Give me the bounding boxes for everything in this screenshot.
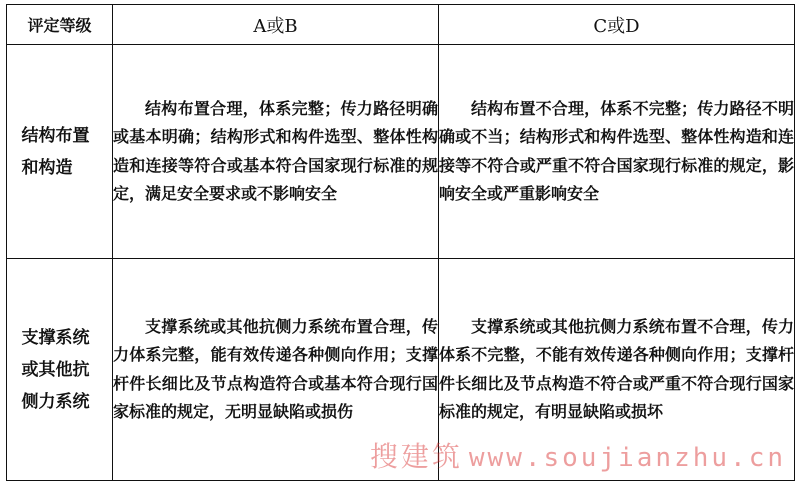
- table-row: [7, 45, 795, 259]
- row-label-cell: [7, 45, 113, 259]
- criteria-text-cd: 支撑系统或其他抗侧力系统布置不合理，传力体系不完整，不能有效传递各种侧向作用；支撑杆件长细比及节点构造不符合或严重不符合现行国家标准的规定，有明显缺陷或损坏: [439, 316, 794, 421]
- table-header-row: [7, 5, 795, 45]
- row-label-structure-layout: 结构布置和构造: [21, 125, 90, 178]
- criteria-text-ab: 支撑系统或其他抗侧力系统布置合理，传力体系完整，能有效传递各种侧向作用；支撑杆件长细比及节点构造符合或基本符合现行国家标准的规定，无明显缺陷或损伤: [113, 316, 438, 421]
- row-label-cell: [7, 259, 113, 481]
- evaluation-grade-table: [6, 4, 795, 481]
- cell-c-or-d: [439, 45, 795, 259]
- header-c-or-d: C或D: [439, 5, 795, 45]
- row-label-bracing-system: 支撑系统或其他抗侧力系统: [21, 327, 90, 412]
- watermark-url: www.soujianzhu.cn: [468, 443, 786, 473]
- cell-a-or-b: [113, 45, 439, 259]
- criteria-text-cd: 结构布置不合理，体系不完整；传力路径不明确或不当；结构形式和构件选型、整体性构造和连接等不符合或严重不符合国家现行标准的规定，影响安全或严重影响安全: [439, 98, 794, 203]
- criteria-text-ab: 结构布置合理，体系完整；传力路径明确或基本明确；结构形式和构件选型、整体性构造和连接等符合或基本符合国家现行标准的规定，满足安全要求或不影响安全: [113, 98, 438, 203]
- watermark-chinese: 搜建筑: [369, 440, 463, 473]
- header-grade-level: 评定等级: [7, 5, 113, 45]
- watermark: [370, 435, 786, 475]
- header-a-or-b: A或B: [113, 5, 439, 45]
